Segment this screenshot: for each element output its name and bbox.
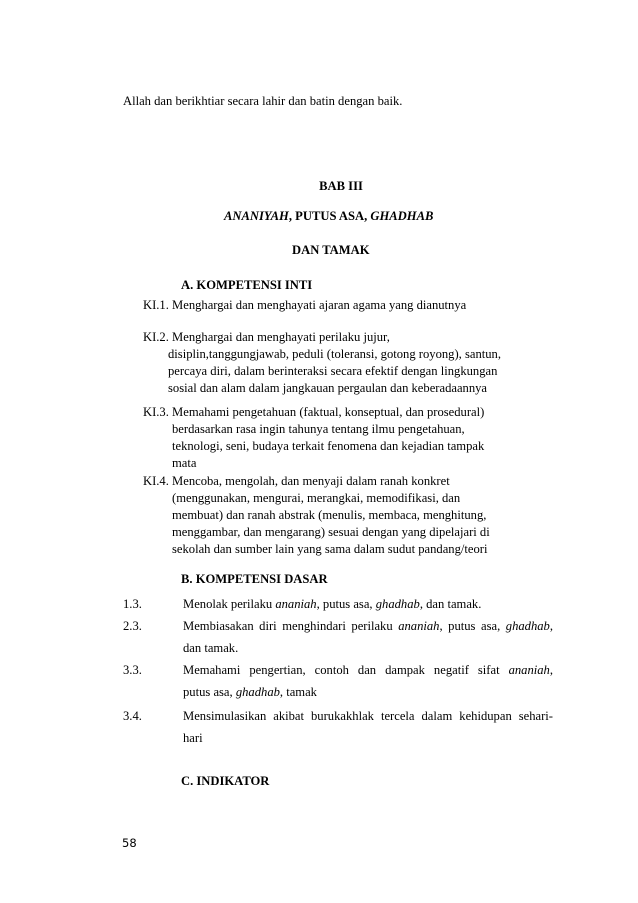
ki-4-line-3: membuat) dan ranah abstrak (menulis, membaca, menghitung,	[172, 508, 487, 522]
ki-4-line-4: menggambar, dan mengarang) sesuai dengan yang dipelajari di	[172, 525, 490, 539]
kd-text	[183, 615, 553, 659]
chapter-title-ghadhab: GHADHAB	[370, 209, 434, 223]
kd-text	[183, 705, 553, 749]
page-number: 58	[122, 836, 137, 850]
section-a-heading: A. KOMPETENSI INTI	[181, 278, 313, 292]
kd-text	[183, 593, 553, 615]
kd-text-part: Menolak perilaku	[183, 597, 276, 611]
kd-line: Mensimulasikan akibat burukakhlak tercela dalam kehidupan sehari-	[183, 709, 553, 723]
kd-text-part: Memahami pengertian, contoh dan dampak negatif sifat	[183, 663, 509, 677]
section-c-heading: C. INDIKATOR	[181, 774, 270, 788]
kd-term-ghadhab: ghadhab	[505, 619, 550, 633]
kd-term-ananiah: ananiah	[398, 619, 440, 633]
kd-number: 1.3.	[123, 597, 142, 611]
kd-text-part: ,	[549, 619, 553, 633]
ki-3-line-4: mata	[172, 456, 197, 470]
kd-line	[183, 681, 553, 703]
chapter-title-line-2: DAN TAMAK	[292, 243, 370, 257]
chapter-number: BAB III	[319, 179, 363, 193]
chapter-title-ananiyah: ANANIYAH	[224, 209, 289, 223]
kd-term-ananiah: ananiah	[275, 597, 317, 611]
kd-term-ghadhab: ghadhab	[235, 685, 280, 699]
kd-text	[183, 659, 553, 703]
ki-1	[143, 297, 466, 314]
kd-line	[183, 615, 553, 637]
intro-line: Allah dan berikhtiar secara lahir dan batin dengan baik.	[123, 94, 403, 108]
ki-4	[143, 473, 490, 558]
kd-number: 3.3.	[123, 663, 142, 677]
ki-2	[143, 329, 501, 397]
ki-3-line-1: KI.3. Memahami pengetahuan (faktual, konseptual, dan prosedural)	[143, 405, 485, 419]
chapter-title-line-1	[224, 208, 433, 225]
chapter-title-middle: , PUTUS ASA,	[288, 209, 371, 223]
kd-line: dan tamak.	[183, 641, 239, 655]
ki-4-line-2: (menggunakan, mengurai, merangkai, memodifikasi, dan	[172, 491, 461, 505]
kd-text-part: , tamak	[279, 685, 317, 699]
ki-2-line-3: percaya diri, dalam berinteraksi secara efektif dengan lingkungan	[168, 364, 498, 378]
ki-3-line-2: berdasarkan rasa ingin tahunya tentang ilmu pengetahuan,	[172, 422, 465, 436]
kd-number: 2.3.	[123, 619, 142, 633]
kd-text-part: ,	[549, 663, 553, 677]
kd-line: hari	[183, 731, 203, 745]
kd-term-ghadhab: ghadhab	[375, 597, 420, 611]
kd-line	[183, 593, 553, 615]
kd-text-part: , dan tamak.	[419, 597, 482, 611]
ki-2-line-1: KI.2. Menghargai dan menghayati perilaku jujur,	[143, 330, 390, 344]
ki-2-line-4: sosial dan alam dalam jangkauan pergaulan dan keberadaannya	[168, 381, 488, 395]
ki-3-line-3: teknologi, seni, budaya terkait fenomena dan kejadian tampak	[172, 439, 485, 453]
ki-4-line-5: sekolah dan sumber lain yang sama dalam sudut pandang/teori	[172, 542, 488, 556]
section-b-heading: B. KOMPETENSI DASAR	[181, 572, 328, 586]
ki-2-line-2: disiplin,tanggungjawab, peduli (toleransi, gotong royong), santun,	[168, 347, 501, 361]
ki-1-line: KI.1. Menghargai dan menghayati ajaran agama yang dianutnya	[143, 298, 467, 312]
ki-3	[143, 404, 484, 472]
kd-text-part: putus asa,	[183, 685, 236, 699]
kd-text-part: Membiasakan diri menghindari perilaku	[183, 619, 399, 633]
ki-4-line-1: KI.4. Mencoba, mengolah, dan menyaji dalam ranah konkret	[143, 474, 450, 488]
kd-number: 3.4.	[123, 709, 142, 723]
kd-term-ananiah: ananiah	[508, 663, 550, 677]
kd-text-part: , putus asa,	[439, 619, 506, 633]
kd-line	[183, 659, 553, 681]
kd-text-part: , putus asa,	[316, 597, 376, 611]
